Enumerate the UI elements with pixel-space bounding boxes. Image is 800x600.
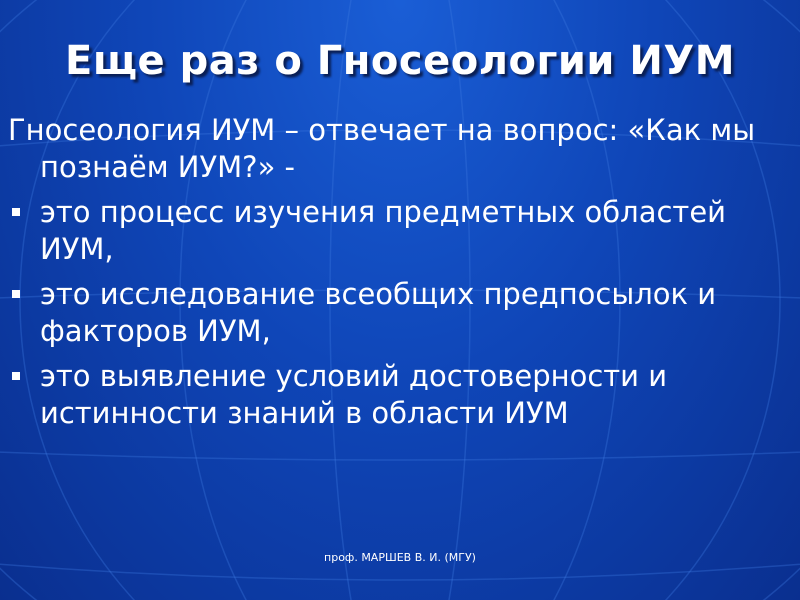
bullet-item xyxy=(8,194,788,268)
bullet-item xyxy=(8,358,788,432)
square-bullet-icon xyxy=(12,208,20,216)
slide-footer: проф. МАРШЕВ В. И. (МГУ) xyxy=(324,551,476,564)
bullet-text: это процесс изучения предметных областей ИУМ, xyxy=(40,195,727,266)
slide-content xyxy=(8,112,788,440)
square-bullet-icon xyxy=(12,290,20,298)
bullet-text: это выявление условий достоверности и истинности знаний в области ИУМ xyxy=(40,359,668,430)
bullet-item xyxy=(8,276,788,350)
slide-title: Еще раз о Гносеологии ИУМ xyxy=(65,38,735,84)
bullet-list xyxy=(8,194,788,432)
square-bullet-icon xyxy=(12,372,20,380)
bullet-text: это исследование всеобщих предпосылок и факторов ИУМ, xyxy=(40,277,717,348)
intro-text: Гносеология ИУМ – отвечает на вопрос: «Как мы познаём ИУМ?» - xyxy=(8,113,756,184)
